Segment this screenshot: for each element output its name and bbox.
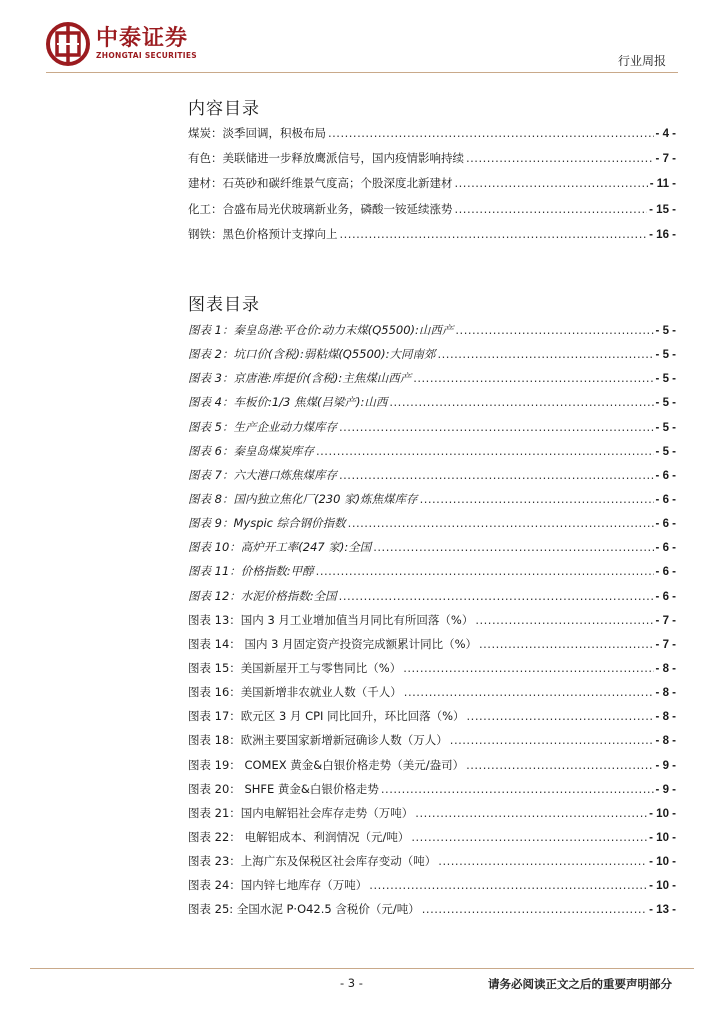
dot-leader (328, 126, 654, 140)
figures-list (188, 322, 676, 926)
figure-entry-page: - 6 - (655, 493, 676, 506)
toc-entry-page: - 4 - (655, 128, 676, 140)
figure-entry[interactable] (188, 829, 676, 853)
figure-entry-page: - 10 - (649, 856, 676, 869)
figure-entry[interactable] (188, 563, 676, 587)
figure-entry[interactable] (188, 805, 676, 829)
dot-leader (316, 564, 654, 578)
figure-entry-page: - 9 - (655, 759, 676, 772)
figure-entry[interactable] (188, 732, 676, 756)
figure-entry-page: - 10 - (649, 807, 676, 820)
dot-leader (438, 854, 647, 868)
figure-entry-page: - 5 - (655, 373, 676, 386)
figure-entry[interactable] (188, 346, 676, 370)
figure-entry-page: - 8 - (655, 735, 676, 748)
dot-leader (348, 516, 654, 530)
figure-entry-label: 图表 14： 国内 3 月固定资产投资完成额累计同比（%） (188, 636, 477, 651)
dot-leader (339, 468, 654, 482)
zhongtai-logo-icon (46, 22, 90, 66)
toc-entry-label: 钢铁：黑色价格预计支撑向上 (188, 226, 338, 241)
figure-entry[interactable] (188, 443, 676, 467)
figure-entry-page: - 10 - (649, 880, 676, 893)
dot-leader (415, 806, 647, 820)
figure-entry[interactable] (188, 419, 676, 443)
figure-entry-page: - 6 - (655, 518, 676, 531)
toc-entry-page: - 11 - (649, 178, 676, 191)
figure-entry[interactable] (188, 877, 676, 901)
figure-entry[interactable] (188, 636, 676, 660)
figure-entry-page: - 5 - (655, 445, 676, 458)
dot-leader (475, 613, 653, 627)
figure-entry-label: 图表 8：国内独立焦化厂(230 家)炼焦煤库存 (188, 491, 418, 506)
figure-entry-page: - 7 - (655, 614, 676, 627)
dot-leader (411, 830, 647, 844)
figure-entry[interactable] (188, 370, 676, 394)
dot-leader (420, 492, 654, 506)
page-number: - 3 - (340, 976, 363, 990)
dot-leader (467, 709, 654, 723)
figure-entry-page: - 13 - (649, 904, 676, 917)
figure-entry[interactable] (188, 781, 676, 805)
figure-entry-page: - 8 - (655, 711, 676, 724)
figure-entry-page: - 6 - (655, 590, 676, 603)
figure-entry-page: - 6 - (655, 469, 676, 482)
dot-leader (340, 227, 648, 241)
figure-entry[interactable] (188, 612, 676, 636)
figure-entry-page: - 5 - (655, 325, 676, 337)
footer-divider (30, 968, 694, 969)
company-logo (46, 22, 197, 66)
figure-entry-label: 图表 2：坑口价(含税):弱粘煤(Q5500):大同南郊 (188, 347, 436, 362)
toc-entry[interactable] (188, 226, 676, 251)
dot-leader (450, 733, 654, 747)
figure-entry[interactable] (188, 660, 676, 684)
figure-entry-page: - 5 - (655, 397, 676, 410)
toc-entry-label: 煤炭：淡季回调，积极布局 (188, 126, 326, 140)
dot-leader (339, 420, 654, 434)
figure-entry-page: - 8 - (655, 687, 676, 700)
figure-entry-page: - 5 - (655, 349, 676, 362)
figure-entry[interactable] (188, 467, 676, 491)
figure-entry-label: 图表 13：国内 3 月工业增加值当月同比有所回落（%） (188, 612, 474, 627)
figure-entry-label: 图表 15：美国新屋开工与零售同比（%） (188, 660, 402, 675)
figure-entry-page: - 6 - (655, 542, 676, 555)
figure-entry[interactable] (188, 708, 676, 732)
toc-entry[interactable] (188, 150, 676, 175)
toc-entry[interactable] (188, 175, 676, 200)
dot-leader (466, 758, 653, 772)
toc-entry-page: - 15 - (649, 203, 676, 216)
brand-name-cn: 中泰证券 (96, 26, 189, 51)
figure-entry-label: 图表 20： SHFE 黄金&白银价格走势 (188, 781, 379, 796)
figure-entry-label: 图表 5：生产企业动力煤库存 (188, 419, 337, 434)
report-type: 行业周报 (617, 54, 666, 68)
figure-entry[interactable] (188, 757, 676, 781)
figure-entry[interactable] (188, 394, 676, 418)
dot-leader (413, 371, 653, 385)
dot-leader (316, 444, 654, 458)
dot-leader (422, 902, 647, 916)
figure-entry-label: 图表 21：国内电解铝社会库存走势（万吨） (188, 805, 414, 820)
toc-entry-page: - 7 - (655, 153, 676, 166)
figure-entry-label: 图表 1：秦皇岛港:平仓价:动力末煤(Q5500):山西产 (188, 323, 454, 337)
figure-entry-label: 图表 7：六大港口炼焦煤库存 (188, 467, 337, 482)
figure-entry[interactable] (188, 539, 676, 563)
figure-entry-label: 图表 19： COMEX 黄金&白银价格走势（美元/盎司） (188, 757, 465, 772)
dot-leader (403, 661, 653, 675)
figure-entry-label: 图表 24：国内锌七地库存（万吨） (188, 878, 368, 893)
figure-entry-label: 图表 22： 电解铝成本、利润情况（元/吨） (188, 829, 410, 844)
figure-entry-label: 图表 10：高炉开工率(247 家):全国 (188, 540, 372, 555)
figures-title: 图表目录 (188, 295, 260, 315)
figure-entry-label: 图表 16：美国新增非农就业人数（千人） (188, 685, 402, 700)
dot-leader (455, 323, 653, 337)
dot-leader (373, 540, 653, 554)
contents-list (188, 125, 676, 251)
dot-leader (455, 176, 648, 190)
figure-entry-label: 图表 18：欧洲主要国家新增新冠确诊人数（万人） (188, 733, 448, 748)
header-divider (46, 72, 678, 73)
figure-entry-label: 图表 12：水泥价格指数:全国 (188, 588, 337, 603)
figure-entry[interactable] (188, 588, 676, 612)
dot-leader (479, 637, 654, 651)
dot-leader (339, 589, 654, 603)
figure-entry[interactable] (188, 901, 676, 925)
figure-entry-label: 图表 6：秦皇岛煤炭库存 (188, 443, 314, 458)
dot-leader (381, 782, 654, 796)
dot-leader (466, 151, 654, 165)
toc-entry-page: - 16 - (649, 228, 676, 241)
figure-entry-page: - 7 - (655, 638, 676, 651)
figure-entry-label: 图表 17：欧元区 3 月 CPI 同比回升，环比回落（%） (188, 709, 465, 724)
toc-entry-label: 有色：美联储进一步释放鹰派信号，国内疫情影响持续 (188, 151, 464, 166)
figure-entry[interactable] (188, 515, 676, 539)
dot-leader (389, 395, 653, 409)
figure-entry[interactable] (188, 491, 676, 515)
figure-entry-page: - 6 - (655, 566, 676, 579)
figure-entry-page: - 10 - (649, 831, 676, 844)
figure-entry-label: 图表 3：京唐港:库提价(含税):主焦煤山西产 (188, 371, 412, 386)
figure-entry[interactable] (188, 853, 676, 877)
figure-entry-label: 图表 9：Myspic 综合钢价指数 (188, 516, 346, 531)
figure-entry-label: 图表 4：车板价:1/3 焦煤(吕梁产):山西 (188, 395, 388, 410)
figure-entry-label: 图表 11：价格指数:甲醇 (188, 564, 314, 579)
figure-entry-page: - 5 - (655, 421, 676, 434)
toc-entry[interactable] (188, 125, 676, 150)
dot-leader (404, 685, 654, 699)
dot-leader (455, 202, 648, 216)
dot-leader (369, 878, 647, 892)
disclaimer-text: 请务必阅读正文之后的重要声明部分 (488, 977, 672, 991)
contents-title: 内容目录 (188, 99, 260, 119)
figure-entry[interactable] (188, 322, 676, 346)
toc-entry-label: 建材：石英砂和碳纤维景气度高；个股深度北新建材 (188, 176, 453, 191)
toc-entry[interactable] (188, 201, 676, 226)
figure-entry-label: 图表 23：上海广东及保税区社会库存变动（吨） (188, 854, 437, 869)
figure-entry-page: - 8 - (655, 662, 676, 675)
figure-entry-label: 图表 25: 全国水泥 P·O42.5 含税价（元/吨） (188, 902, 420, 917)
figure-entry[interactable] (188, 684, 676, 708)
dot-leader (437, 347, 653, 361)
brand-name-en: ZHONGTAI SECURITIES (96, 51, 197, 60)
figure-entry-page: - 9 - (655, 783, 676, 796)
toc-entry-label: 化工：合盛布局光伏玻璃新业务，磷酸一铵延续涨势 (188, 201, 453, 216)
